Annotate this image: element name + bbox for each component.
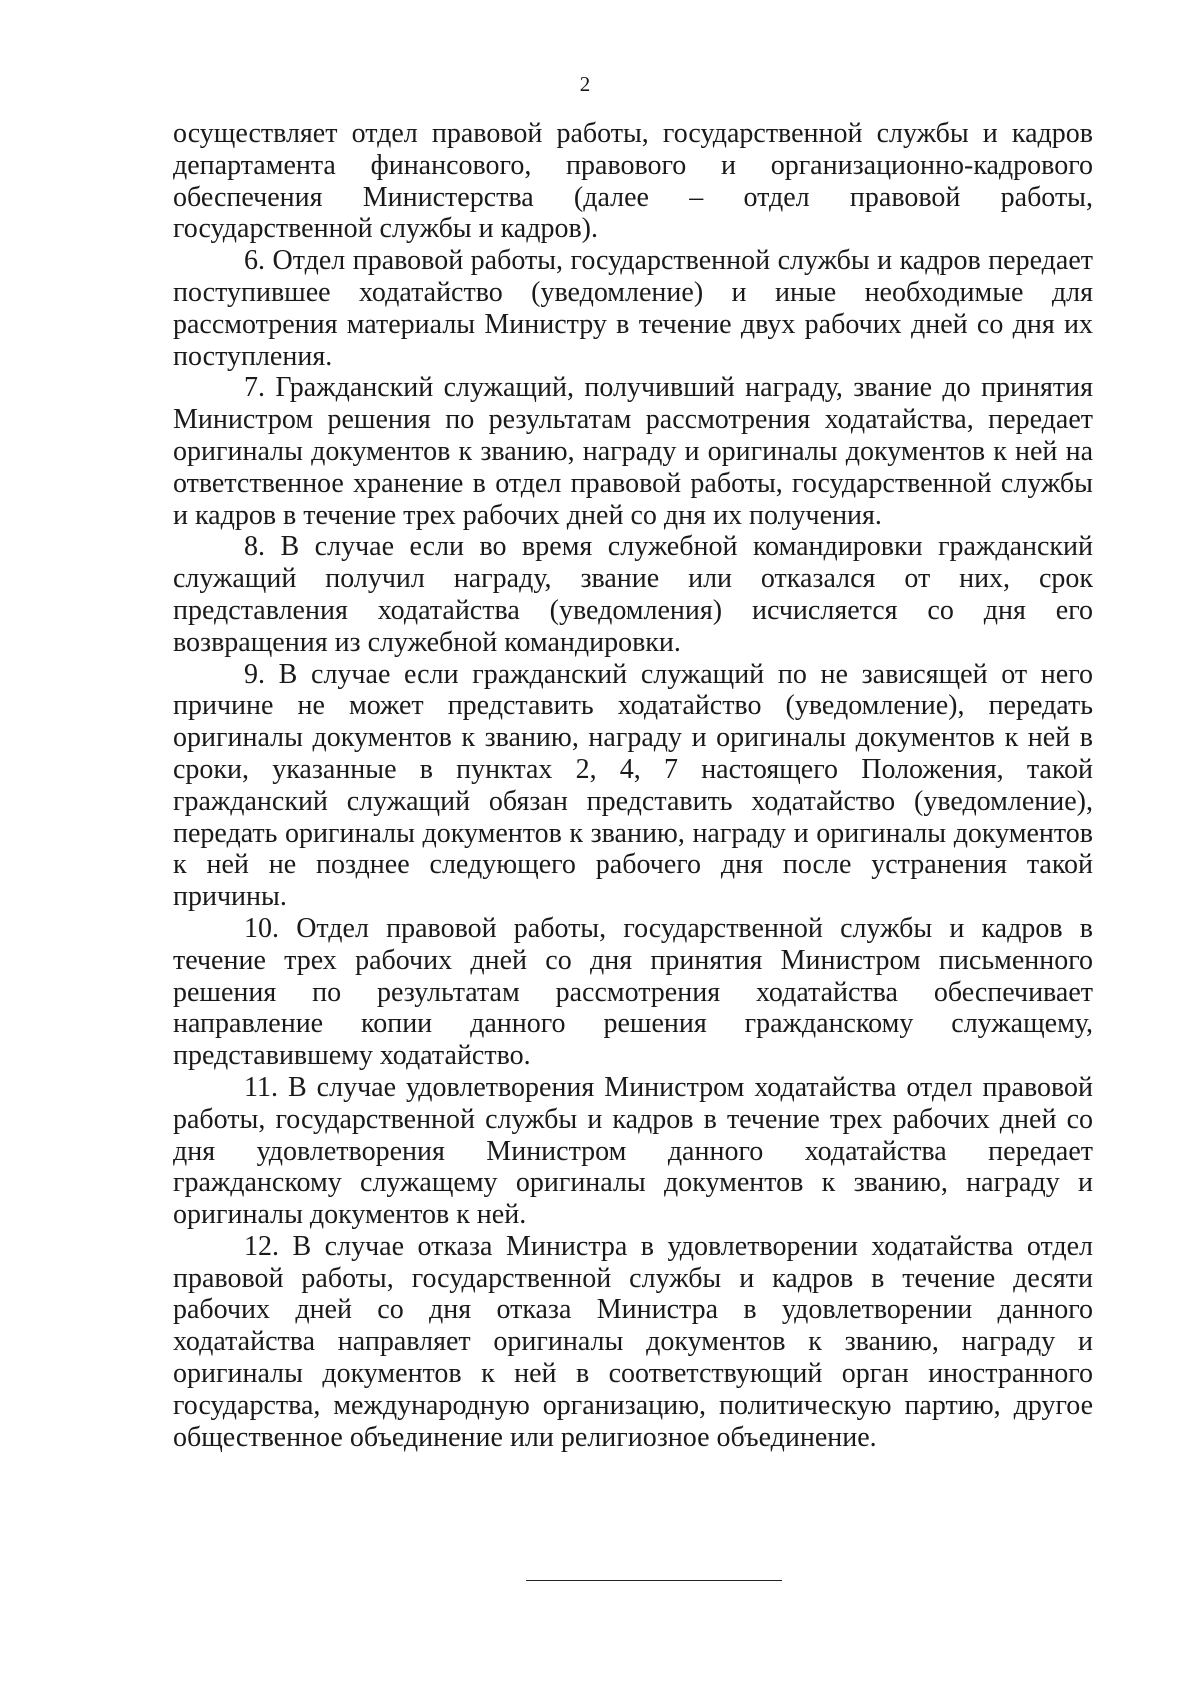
end-of-document-rule xyxy=(526,1580,782,1581)
paragraph-continuation: осуществляет отдел правовой работы, государственной службы и кадров департамента финансового, правового и организационно-кадрового обеспечения Министерства (далее – отдел правовой работы, государственной службы и кадров). xyxy=(173,118,1093,245)
paragraph-item-6: 6. Отдел правовой работы, государственной службы и кадров передает поступившее ходатайство (уведомление) и иные необходимые для рассмотрения материалы Министру в течение двух рабочих дней со дня их поступления. xyxy=(173,245,1093,372)
paragraph-item-7: 7. Гражданский служащий, получивший награду, звание до принятия Министром решения по результатам рассмотрения ходатайства, передает оригиналы документов к званию, награду и оригиналы документов к ней на ответственное хранение в отдел правовой работы, государственной службы и кадров в течение трех рабочих дней со дня их получения. xyxy=(173,372,1093,531)
paragraph-item-12: 12. В случае отказа Министра в удовлетворении ходатайства отдел правовой работы, государственной службы и кадров в течение десяти рабочих дней со дня отказа Министра в удовлетворении данного ходатайства направляет оригиналы документов к званию, награду и оригиналы документов к ней в соответствующий орган иностранного государства, международную организацию, политическую партию, другое общественное объединение или религиозное объединение. xyxy=(173,1230,1093,1453)
document-body xyxy=(173,118,1093,1453)
paragraph-item-11: 11. В случае удовлетворения Министром ходатайства отдел правовой работы, государственной службы и кадров в течение трех рабочих дней со дня удовлетворения Министром данного ходатайства передает гражданскому служащему оригиналы документов к званию, награду и оригиналы документов к ней. xyxy=(173,1071,1093,1231)
page-number: 2 xyxy=(579,72,591,96)
paragraph-item-9: 9. В случае если гражданский служащий по не зависящей от него причине не может представить ходатайство (уведомление), передать оригиналы документов к званию, награду и оригиналы документов к ней в сроки, указанные в пунктах 2, 4, 7 настоящего Положения, такой гражданский служащий обязан представить ходатайство (уведомление), передать оригиналы документов к званию, награду и оригиналы документов к ней не позднее следующего рабочего дня после устранения такой причины. xyxy=(173,658,1093,913)
paragraph-item-10: 10. Отдел правовой работы, государственной службы и кадров в течение трех рабочих дней со дня принятия Министром письменного решения по результатам рассмотрения ходатайства обеспечивает направление копии данного решения гражданскому служащему, представившему ходатайство. xyxy=(173,912,1093,1072)
paragraph-item-8: 8. В случае если во время служебной командировки гражданский служащий получил награду, звание или отказался от них, срок представления ходатайства (уведомления) исчисляется со дня его возвращения из служебной командировки. xyxy=(173,531,1093,658)
